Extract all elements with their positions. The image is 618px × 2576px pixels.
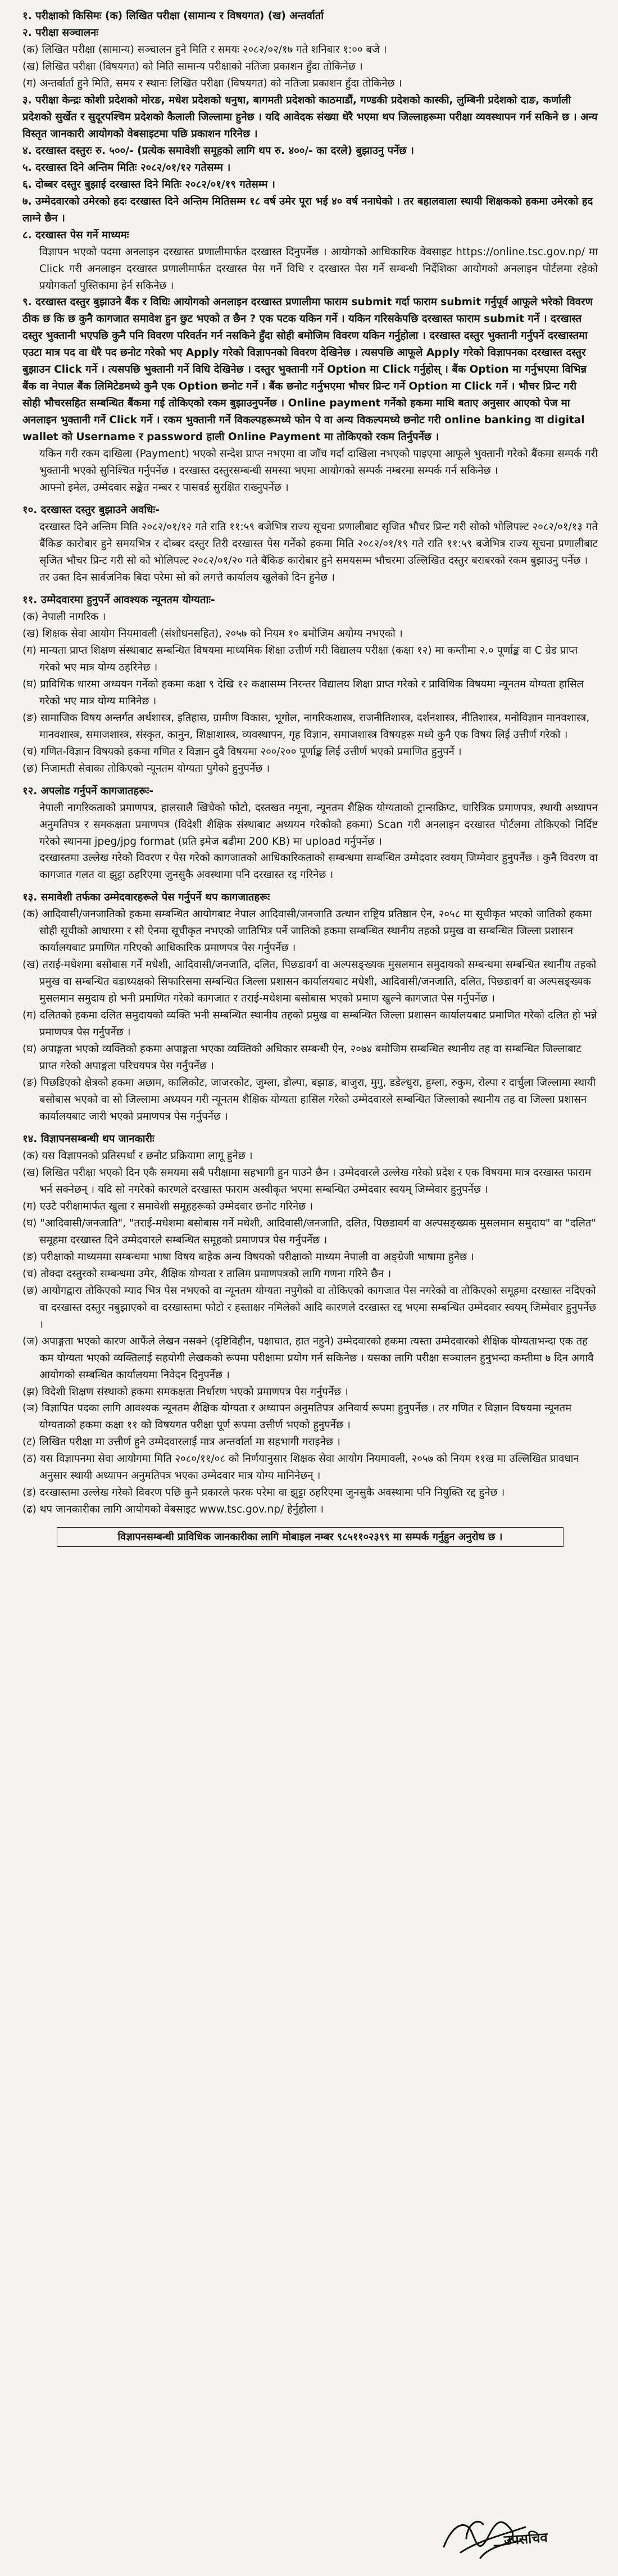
section-spacer [22, 777, 598, 783]
clause-item: (क) यस विज्ञापनको प्रतिस्पर्धा र छनोट प्रक्रियामा लागू हुनेछ । [22, 1149, 253, 1162]
section-heading: ११. उम्मेदवारमा हुनुपर्ने आवश्यक न्यूनतम योग्यताः- [22, 594, 215, 606]
clause-item: (घ) अपाङ्गता भएको व्यक्तिको हकमा अपाङ्गता भएका व्यक्तिको अधिकार सम्बन्धी ऐन, २०७४ बमोजिम सम्बन्धित स्थानीय तह वा सम्बन्धित जिल्लाबाट प्राप्त गरेको अपाङ्गता परिचयपत्र पेस गर्नुपर्नेछ । [22, 1043, 581, 1072]
section-spacer [22, 586, 598, 592]
clause-item: (झ) विदेशी शिक्षण संस्थाको हकमा समकक्षता निर्धारण भएको प्रमाणपत्र पेस गर्नुपर्नेछ । [22, 1386, 348, 1398]
section-heading: १३. समावेशी तर्फका उम्मेदवारहरूले पेस गर्नुपर्ने थप कागजातहरूः [22, 891, 270, 904]
clause-item: (क) नेपाली नागरिक । [22, 610, 106, 623]
paragraph: यकिन गरी रकम दाखिला (Payment) भएको सन्देश प्राप्त नभएमा वा जाँच गर्दा दाखिला नभएको पाइएमा आफूले भुक्तानी गरेको बैंकमा सम्पर्क गरी भुक्तानी भएको सुनिश्चित गर्नुपर्नेछ । दरखास्त दस्तुरसम्बन्धी समस्या भएमा आयोगको सम्पर्क नम्बरमा सम्पर्क गर्न सकिनेछ । [39, 448, 598, 477]
clause-item: (ग) दलितको हकमा दलित समुदायको व्यक्ति भनी सम्बन्धित स्थानीय तहको प्रमुख वा सम्बन्धित जिल्ला प्रशासन कार्यालयबाट प्रमाणित गरेको दलित हो भन्ने प्रमाणपत्र पेस गर्नुपर्नेछ । [22, 1009, 597, 1039]
clause-item: (ज) अपाङ्गता भएको कारण आफैंले लेखन नसक्ने (दृष्टिविहीन, पक्षाघात, हात नहुने) उम्मेदवारको हकमा त्यस्ता उम्मेदवारको शैक्षिक योग्यताभन्दा एक तह कम योग्यता भएको व्यक्तिलाई सहयोगी लेखकको रूपमा परीक्षामा प्रयोग गर्न सकिनेछ । यसका लागि परीक्षा सञ्चालन हुनुभन्दा कम्तीमा ७ दिन अगावै आयोगको सम्बन्धित कार्यालयमा निवेदन दिनुपर्नेछ । [22, 1335, 594, 1381]
section-heading: ७. उम्मेदवारको उमेरको हदः दरखास्त दिने अन्तिम मितिसम्म १८ वर्ष उमेर पूरा भई ४० वर्ष ननाघेको । तर बहालवाला स्थायी शिक्षकको हकमा उमेरको हद लाग्ने छैन । [22, 195, 593, 224]
clause-item: (ग) मान्यता प्राप्त शिक्षण संस्थाबाट सम्बन्धित विषयमा माध्यमिक शिक्षा उत्तीर्ण गरी विद्यालय परीक्षा (कक्षा १२) मा कम्तीमा २.० पूर्णाङ्क वा C ग्रेड प्राप्त गरेको भए मात्र योग्य ठहरिनेछ । [22, 644, 578, 673]
section-heading: ९. दरखास्त दस्तुर बुझाउने बैंक र विधिः आयोगको अनलाइन दरखास्त प्रणालीमा फाराम submit गर्दा फाराम submit गर्नुपूर्व आफूले भरेको विवरण ठीक छ कि छ कुनै कागजात समावेश हुन छुट भएको त छैन ? एक पटक यकिन गर्ने । यकिन गरिसकेपछि दरखास्त फाराम submit गर्ने । दरखास्त दस्तुर भुक्तानी भएपछि कुनै पनि विवरण परिवर्तन गर्न नसकिने हुँदा सोही बमोजिम विवरण यकिन गर्नुहोला । दरखास्त दस्तुर भुक्तानी गर्नुपर्ने दरखास्तमा एउटा मात्र पद वा धेरै पद छनोट गरेको भए Apply गरेको विज्ञापनको विवरण देखिनेछ । त्यसपछि आफूले Apply गरेको विज्ञापनका दरखास्त दस्तुर बुझाउन Click गर्ने । त्यसपछि भुक्तानी गर्ने विधि देखिनेछ । दस्तुर भुक्तानी गर्ने Option मा Click गर्नुहोस् । बैंक Option मा गर्नुभएमा विभिन्न बैंक वा नेपाल बैंक लिमिटेडमध्ये कुनै एक Option छनोट गर्ने । बैंक छनोट गर्नुभएमा भौचर प्रिन्ट गर्ने Option मा Click गर्ने । भौचर प्रिन्ट गरी सोही भौचरसहित सम्बन्धित बैंकमा गई तोकिएको रकम बुझाउनुपर्नेछ । Online payment गर्नेको हकमा माथि बताए अनुसार आएको पेज मा अनलाइन भुक्तानी गर्ने Click गर्ने । रकम भुक्तानी गर्ने विकल्पहरूमध्ये फोन पे वा अन्य विकल्पमध्ये छनोट गरी online banking वा digital wallet को Username र password हाली Online Payment मा तोकिएको रकम तिर्नुपर्नेछ । [22, 296, 593, 443]
clause-item: (छ) निजामती सेवाका तोकिएको न्यूनतम योग्यता पुगेको हुनुपर्नेछ । [22, 762, 270, 775]
section-heading: १०. दरखास्त दस्तुर बुझाउने अवधिः- [22, 504, 160, 517]
paragraph: दरखास्तमा उल्लेख गरेको विवरण र पेस गरेको कागजातको आधिकारिकताको सम्बन्धमा सम्बन्धित उम्मेदवार स्वयम् जिम्मेवार हुनुपर्नेछ । कुनै विवरण वा कागजात गलत वा झुट्टा ठहरिएमा जुनसुकै अवस्थामा पनि दरखास्त रद्द गरिनेछ । [39, 852, 598, 881]
clause-item: (घ) प्राविधिक धारमा अध्ययन गर्नेको हकमा कक्षा ९ देखि १२ कक्षासम्म निरन्तर विद्यालय शिक्षा प्राप्त गरेको र प्राविधिक विषयमा न्यूनतम योग्यता हासिल गरेको भए मात्र योग्य मानिनेछ । [22, 678, 584, 707]
section-spacer [22, 1125, 598, 1131]
section-heading: १२. अपलोड गर्नुपर्ने कागजातहरूः- [22, 785, 154, 797]
clause-item: (ख) तराई-मधेशमा बसोबास गर्ने मधेशी, आदिवासी/जनजाति, दलित, पिछडावर्ग वा अल्पसङ्ख्यक मुसलमान समुदायको सम्बन्धमा सम्बन्धित स्थानीय तहको प्रमुख वा सम्बन्धित वडाध्यक्षको सिफारिसमा सम्बन्धित जिल्ला प्रशासन कार्यालयबाट मधेशी, आदिवासी/जनजाति, दलित, पिछडावर्ग वा अल्पसङ्ख्यक मुसलमान समुदाय हो भनी प्रमाणित गरेको कागजात र तराई-मधेशमा बसोबास भएको प्रमाण खुल्ने कागजात पेस गर्नुपर्नेछ । [22, 959, 597, 1005]
clause-item: (ढ) थप जानकारीका लागि आयोगको वेबसाइट www.tsc.gov.np/ हेर्नुहोला । [22, 1504, 324, 1516]
clause-item: (ट) लिखित परीक्षा मा उत्तीर्ण हुने उम्मेदवारलाई मात्र अन्तर्वार्ता मा सहभागी गराइनेछ । [22, 1436, 340, 1448]
paragraph: नेपाली नागरिकताको प्रमाणपत्र, हालसालै खिचेको फोटो, दस्तखत नमूना, न्यूनतम शैक्षिक योग्यताको ट्रान्सक्रिप्ट, चारित्रिक प्रमाणपत्र, स्थायी अध्यापन अनुमतिपत्र र समकक्षता प्रमाणपत्र (विदेशी शैक्षिक संस्थाबाट अध्ययन गरेकोको हकमा) Scan गरी अनलाइन दरखास्त पोर्टलमा तोकिएको निर्दिष्ट गरेको स्थानमा jpeg/jpg format (प्रति इमेज बढीमा 200 KB) मा upload गर्नुपर्नेछ । [39, 802, 598, 848]
clause-item: (च) तोक्दा दस्तुरको सम्बन्धमा उमेर, शैक्षिक योग्यता र तालिम प्रमाणपत्रको लागि गणना गरिने छैन । [22, 1267, 392, 1280]
paragraph: तर उक्त दिन सार्वजनिक बिदा परेमा सो को लगत्तै कार्यालय खुलेको दिन हुनेछ । [39, 571, 335, 583]
section-heading: ६. दोब्बर दस्तुर बुझाई दरखास्त दिने मितिः २०८२/०१/१९ गतेसम्म । [22, 178, 275, 191]
contact-notice-text: विज्ञापनसम्बन्धी प्राविधिक जानकारीका लागि मोबाइल नम्बर ९८५११०२३९९ मा सम्पर्क गर्नुहुन अनुरोध छ । [117, 1531, 503, 1543]
paragraph: दरखास्त दिने अन्तिम मिति २०८२/०१/१२ गते राति ११:५९ बजेभित्र राज्य सूचना प्रणालीबाट सृजित भौचर प्रिन्ट गरी सोको भोलिपल्ट २०८२/०१/१३ गते बैंकिङ कारोबार हुने समयभित्र र दोब्बर दस्तुर तिरी दरखास्त पेस गर्नेको हकमा मिति २०८२/०१/१९ गते राति ११:५९ बजेभित्र राज्य सूचना प्रणालीबाट सृजित भौचर प्रिन्ट गरी सो को भोलिपल्ट २०८२/०१/२० गते बैंकिङ कारोबार हुने समयसम्म भौचरमा उल्लिखित दस्तुर बराबरको रकम बुझाउनु पर्नेछ । [39, 521, 598, 567]
clause-item: (ख) लिखित परीक्षा (विषयगत) को मिति सामान्य परीक्षाको नतिजा प्रकाशन हुँदा तोकिनेछ । [22, 60, 363, 73]
clause-item: (ञ) विज्ञापित पदका लागि आवश्यक न्यूनतम शैक्षिक योग्यता र अध्यापन अनुमतिपत्र अनिवार्य रूपमा हुनुपर्नेछ । तर गणित र विज्ञान विषयमा न्यूनतम योग्यताको हकमा कक्षा ११ को विषयगत परीक्षा पूर्ण रूपमा उत्तीर्ण भएको हुनुपर्नेछ । [22, 1402, 572, 1432]
clause-item: (ख) शिक्षक सेवा आयोग नियमावली (संशोधनसहित), २०५७ को नियम १० बमोजिम अयोग्य नभएको । [22, 627, 403, 640]
clause-item: (च) गणित-विज्ञान विषयको हकमा गणित र विज्ञान दुवै विषयमा २००/२०० पूर्णाङ्क लिई उत्तीर्ण भएको प्रमाणित हुनुपर्ने । [22, 745, 462, 758]
clause-item: (ख) लिखित परीक्षा भएको दिन एकै समयमा सबै परीक्षामा सहभागी हुन पाउने छैन । उम्मेदवारले उल्लेख गरेको प्रदेश र एक विषयमा मात्र दरखास्त फाराम भर्न सक्नेछन् । यदि सो नगरेको कारणले दरखास्त फाराम अस्वीकृत भएमा सम्बन्धित उम्मेदवार स्वयम् जिम्मेवार हुनुपर्नेछ । [22, 1166, 592, 1196]
notice-body [22, 8, 598, 1518]
section-heading: ३. परीक्षा केन्द्रः कोशी प्रदेशको मोरङ, मधेश प्रदेशको धनुषा, बागमती प्रदेशको काठमाडौं, गण्डकी प्रदेशको कास्की, लुम्बिनी प्रदेशको दाङ, कर्णाली प्रदेशको सुर्खेत र सुदूरपश्चिम प्रदेशको कैलाली जिल्लामा हुनेछ । यदि आवेदक संख्या धेरै भएमा थप जिल्लाहरूमा परीक्षा व्यवस्थापन गर्न सकिने छ । अन्य विस्तृत जानकारी आयोगको वेबसाइटमा पछि प्रकाशन गरिनेछ । [22, 94, 598, 140]
section-heading: १४. विज्ञापनसम्बन्धी थप जानकारीः [22, 1133, 154, 1145]
section-heading: ५. दरखास्त दिने अन्तिम मितिः २०८२/०१/१२ गतेसम्म । [22, 161, 231, 174]
clause-item: (घ) "आदिवासी/जनजाति", "तराई-मधेशमा बसोबास गर्ने मधेशी, आदिवासी/जनजाति, दलित, पिछडावर्ग वा अल्पसङ्ख्यक मुसलमान समुदाय" वा "दलित" समूहमा दरखास्त दिने उम्मेदवारले सम्बन्धित समूहको प्रमाणपत्र पेस गर्नुपर्नेछ । [22, 1217, 596, 1246]
section-heading: ८. दरखास्त पेस गर्ने माध्यमः [22, 229, 129, 241]
clause-item: (ङ) पिछडिएको क्षेत्रको हकमा अछाम, कालिकोट, जाजरकोट, जुम्ला, डोल्पा, बझाङ, बाजुरा, मुगु, डडेल्धुरा, हुम्ला, रुकुम, रोल्पा र दार्चुला जिल्लामा स्थायी बसोबास भएको वा सो जिल्लामा अध्ययन गरी न्यूनतम शैक्षिक योग्यता हासिल गरेको उम्मेदवारले सम्बन्धित जिल्लाको स्थानीय तह वा जिल्ला प्रशासन कार्यालयबाट जारी भएको प्रमाणपत्र पेस गर्नुपर्नेछ । [22, 1077, 596, 1122]
clause-item: (ड) दरखास्तमा उल्लेख गरेको विवरण पछि कुनै प्रकारले फरक परेमा वा झुट्टा ठहरिएमा जुनसुकै अवस्थामा पनि नियुक्ति रद्द हुनेछ । [22, 1487, 505, 1499]
section-heading: २. परीक्षा सञ्चालनः [22, 26, 99, 39]
signature-designation: उपसचिव [503, 2529, 548, 2548]
section-spacer [22, 884, 598, 889]
clause-item: (क) आदिवासी/जनजातिको हकमा सम्बन्धित आयोगबाट नेपाल आदिवासी/जनजाति उत्थान राष्ट्रिय प्रतिष्ठान ऐन, २०५८ मा सूचीकृत भएको जातिको हकमा सोही सूचीको आधारमा र सो ऐनमा सूचीकृत नभएको जातिभित्र पर्ने जातिको हकमा सम्बन्धित स्थानीय तहको प्रमुख वा सम्बन्धित जिल्ला प्रशासन कार्यालयबाट प्रमाणित गरिएको आधिकारिक प्रमाणपत्र पेस गर्नुपर्नेछ । [22, 908, 592, 954]
section-heading: ४. दरखास्त दस्तुरः रु. ५००/- (प्रत्येक समावेशी समूहको लागि थप रु. ४००/- का दरले) बुझाउनु पर्नेछ । [22, 144, 414, 157]
paragraph: विज्ञापन भएको पदमा अनलाइन दरखास्त प्रणालीमार्फत दरखास्त दिनुपर्नेछ । आयोगको आधिकारिक वेबसाइट https://online.tsc.gov.np/ मा Click गरी अनलाइन दरखास्त प्रणालीमार्फत दरखास्त पेस गर्ने विधि र दरखास्त पेस गर्ने सम्बन्धी निर्देशिका आयोगको अनलाइन पोर्टलमा रहेको प्रयोगकर्ता पुस्तिकामा हेर्न सकिनेछ । [39, 246, 598, 292]
clause-item: (ङ) सामाजिक विषय अन्तर्गत अर्थशास्त्र, इतिहास, ग्रामीण विकास, भूगोल, नागरिकशास्त्र, राजनीतिशास्त्र, दर्शनशास्त्र, नीतिशास्त्र, मनोविज्ञान मानवशास्त्र, मानवशास्त्र, समाजशास्त्र, संस्कृत, कानुन, शिक्षाशास्त्र, व्यवस्थापन, गृह विज्ञान, समाजशास्त्र विषयहरू मध्ये कुनै एक विषय लिई उत्तीर्ण गरेको । [22, 712, 590, 741]
clause-item: (क) लिखित परीक्षा (सामान्य) सञ्चालन हुने मिति र समयः २०८२/०२/१७ गते शनिबार १:०० बजे । [22, 43, 387, 56]
clause-item: (ग) एउटै परीक्षामार्फत खुला र समावेशी समूहहरूको उम्मेदवार छनोट गरिनेछ । [22, 1200, 313, 1212]
clause-item: (छ) आयोगद्वारा तोकिएको म्याद भित्र पेस नभएको वा न्यूनतम योग्यता नपुगेको वा तोकिएको कागजात पेस नगरेको वा तोकिएको समूहमा दरखास्त नदिएको वा दरखास्त दस्तुर नबुझाएको वा दरखास्तमा फोटो र हस्ताक्षर नमिलेको आदि कारणले दरखास्त रद्द भएमा सम्बन्धित उम्मेदवार स्वयम् जिम्मेवार हुनुपर्नेछ । [22, 1284, 597, 1330]
section-heading: १. परीक्षाको किसिमः (क) लिखित परीक्षा (सामान्य र विषयगत) (ख) अन्तर्वार्ता [22, 10, 324, 22]
section-spacer [22, 496, 598, 502]
contact-notice-box [57, 1527, 564, 1547]
clause-item: (ङ) परीक्षाको माध्यममा सम्बन्धमा भाषा विषय बाहेक अन्य विषयको परीक्षाको माध्यम नेपाली वा अङ्ग्रेजी भाषामा हुनेछ । [22, 1251, 474, 1263]
clause-item: (ठ) यस विज्ञापनमा सेवा आयोगमा मिति २०८०/११/०८ को निर्णयानुसार शिक्षक सेवा आयोग नियमावली, २०५७ को नियम ११ख मा उल्लिखित प्रावधान अनुसार स्थायी अध्यापन अनुमतिपत्र भएका उम्मेदवार मात्र योग्य मानिनेछन् । [22, 1453, 579, 1482]
clause-item: (ग) अन्तर्वार्ता हुने मिति, समय र स्थानः लिखित परीक्षा (विषयगत) को नतिजा प्रकाशन हुँदा तोकिनेछ । [22, 77, 402, 89]
paragraph: आफ्नो इमेल, उम्मेदवार सङ्केत नम्बर र पासवर्ड सुरक्षित राख्नुपर्नेछ । [39, 482, 289, 494]
